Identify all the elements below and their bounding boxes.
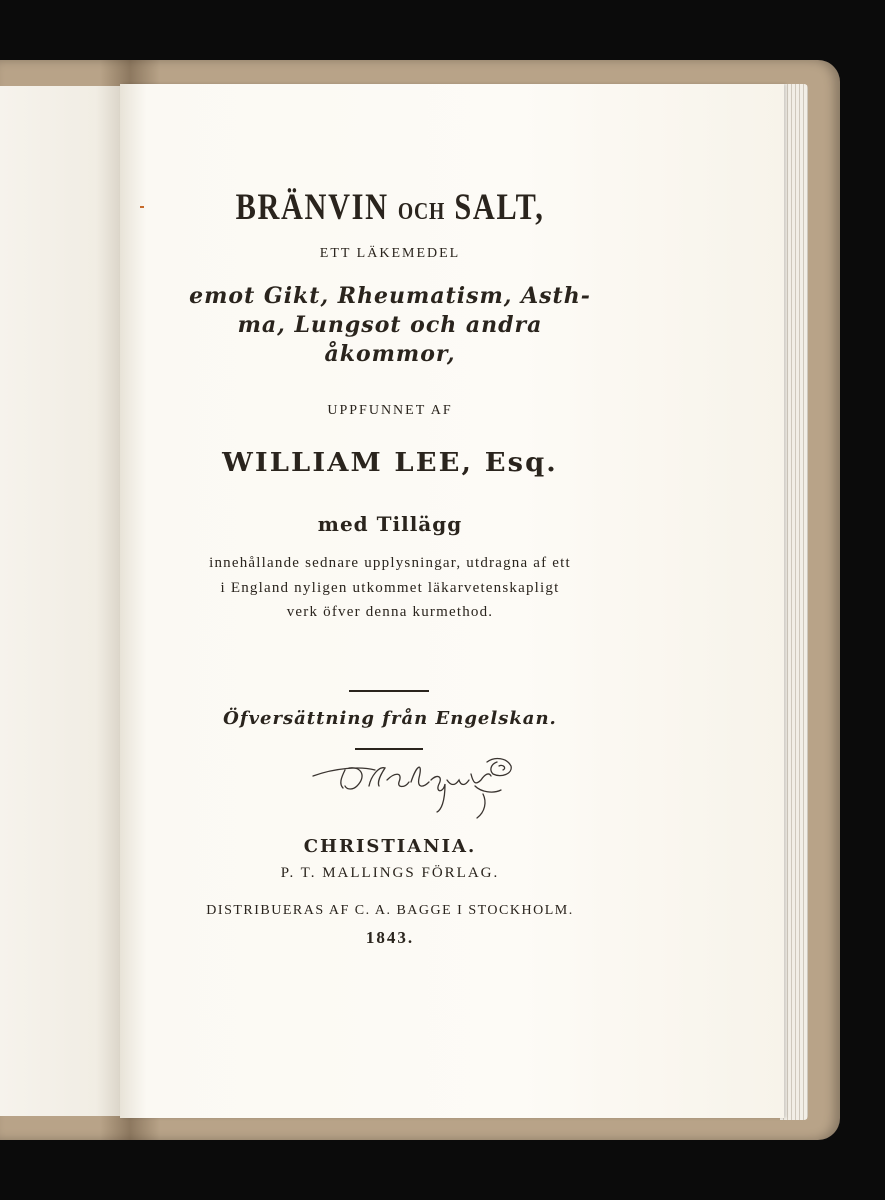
- author-name: WILLIAM LEE, Esq.: [222, 448, 558, 478]
- book-title: [169, 186, 612, 229]
- body-line-2: i England nyligen utkommet läkarvetenskapligt: [220, 580, 560, 596]
- translation-note: Öfversättning från Engelskan.: [223, 708, 557, 729]
- body-line-3: verk öfver denna kurmethod.: [286, 604, 494, 620]
- italic-line-2: ma, Lungsot och andra: [237, 312, 543, 338]
- title-part2: SALT,: [454, 187, 545, 228]
- signature-text: D. Dahlqvist: [305, 742, 312, 743]
- divider-rule-top: [349, 690, 429, 692]
- publication-year: 1843.: [365, 928, 415, 947]
- italic-line-1: emot Gikt, Rheumatism, Asth-: [189, 283, 591, 309]
- subtitle: ETT LÄKEMEDEL: [319, 246, 461, 261]
- italic-line-3: åkommor,: [324, 341, 456, 367]
- left-page: [0, 86, 120, 1116]
- publication-city: CHRISTIANIA.: [303, 836, 477, 857]
- body-line-1: innehållande sednare upplysningar, utdragna af ett: [209, 555, 571, 571]
- distribution-line: DISTRIBUERAS AF C. A. BAGGE I STOCKHOLM.: [206, 903, 574, 918]
- title-och: OCH: [397, 199, 446, 225]
- publisher: P. T. MALLINGS FÖRLAG.: [280, 865, 500, 881]
- title-part1: BRÄNVIN: [235, 187, 389, 228]
- page-edges: [780, 84, 808, 1120]
- supplement-heading: med Tillägg: [317, 512, 463, 536]
- title-page: [120, 84, 784, 1118]
- handwritten-signature: [305, 742, 535, 827]
- ink-speck: [140, 206, 144, 208]
- invented-by: UPPFUNNET AF: [327, 403, 453, 418]
